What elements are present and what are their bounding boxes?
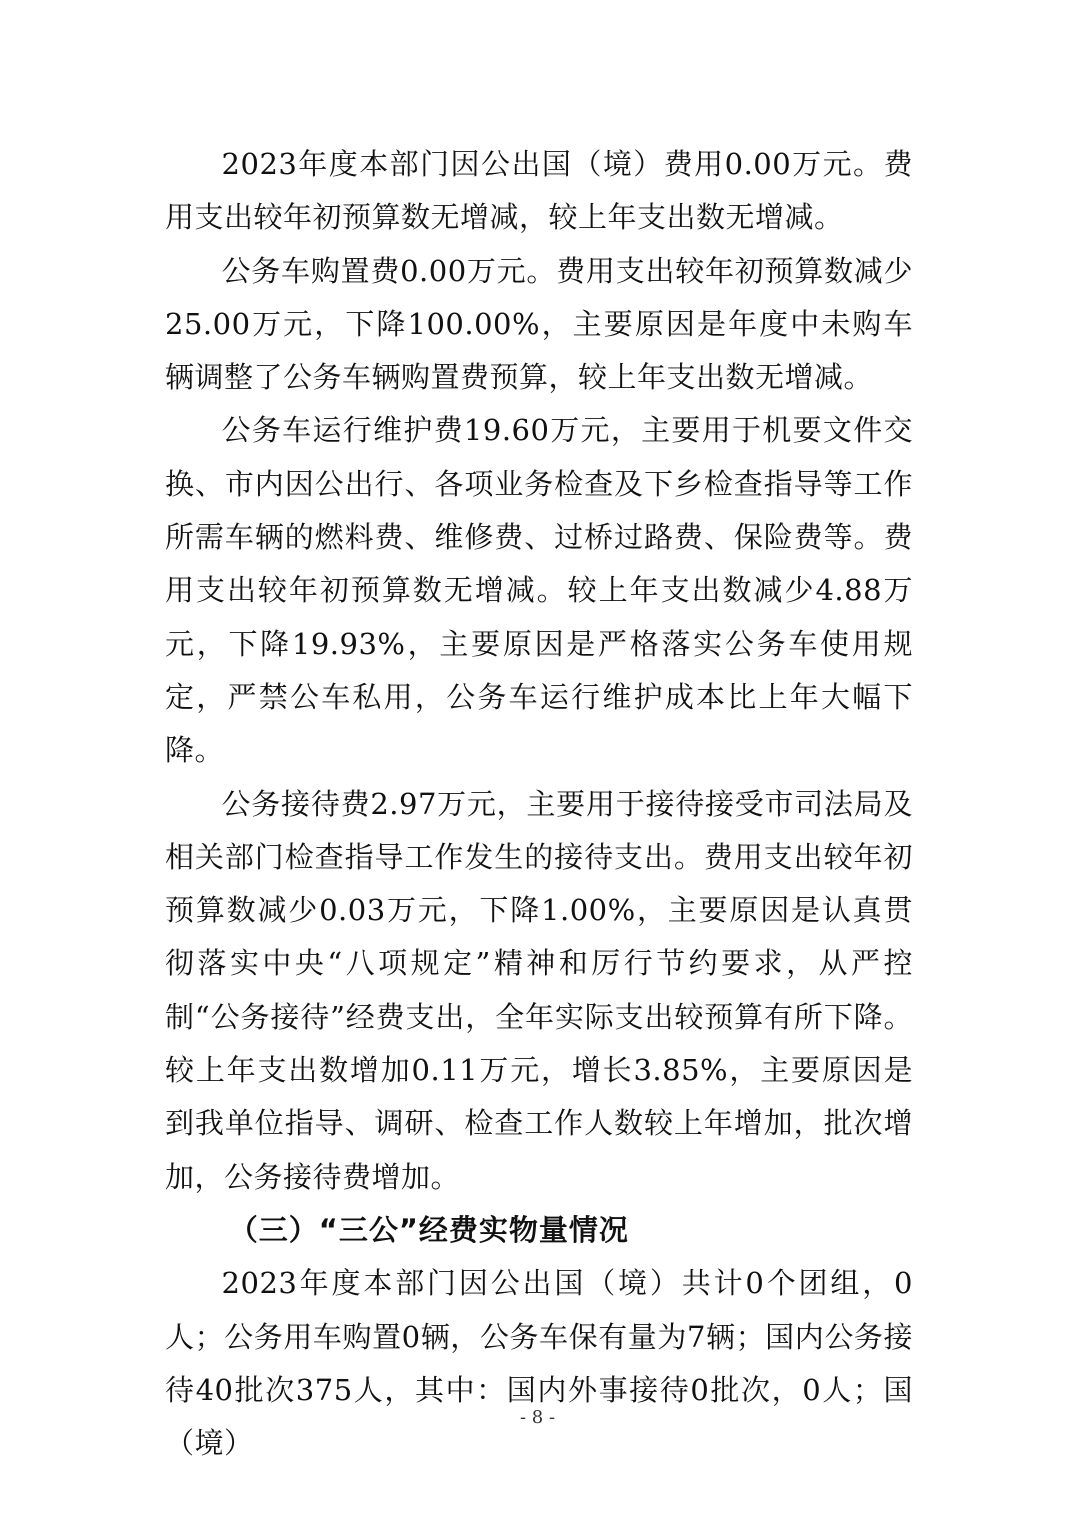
paragraph-physical-quantity: 2023年度本部门因公出国（境）共计0个团组，0人；公务用车购置0辆，公务车保有量为7辆；国内公务接待40批次375人，其中：国内外事接待0批次，0人；国（境） <box>165 1266 913 1461</box>
paragraph-official-reception: 公务接待费2.97万元，主要用于接待接受市司法局及相关部门检查指导工作发生的接待支出。费用支出较年初预算数减少0.03万元，下降1.00%，主要原因是认真贯彻落实中央“八项规定”精神和厉行节约要求，从严控制“公务接待”经费支出，全年实际支出较预算有所下降。较上年支出数增加0.11万元，增长3.85%，主要原因是到我单位指导、调研、检查工作人数较上年增加，批次增加，公务接待费增加。 <box>165 786 913 1194</box>
document-body <box>165 138 913 1470</box>
paragraph-overseas-travel: 2023年度本部门因公出国（境）费用0.00万元。费用支出较年初预算数无增减，较上年支出数无增减。 <box>165 147 913 235</box>
paragraph-vehicle-maintenance: 公务车运行维护费19.60万元，主要用于机要文件交换、市内因公出行、各项业务检查及下乡检查指导等工作所需车辆的燃料费、维修费、过桥过路费、保险费等。费用支出较年初预算数无增减。较上年支出数减少4.88万元，下降19.93%，主要原因是严格落实公务车使用规定，严禁公车私用，公务车运行维护成本比上年大幅下降。 <box>165 413 913 768</box>
section-heading: （三）“三公”经费实物量情况 <box>228 1212 629 1247</box>
page-number: - 8 - <box>519 1407 556 1428</box>
paragraph-vehicle-purchase: 公务车购置费0.00万元。费用支出较年初预算数减少25.00万元，下降100.00%，主要原因是年度中未购车辆调整了公务车辆购置费预算，较上年支出数无增减。 <box>165 253 913 395</box>
